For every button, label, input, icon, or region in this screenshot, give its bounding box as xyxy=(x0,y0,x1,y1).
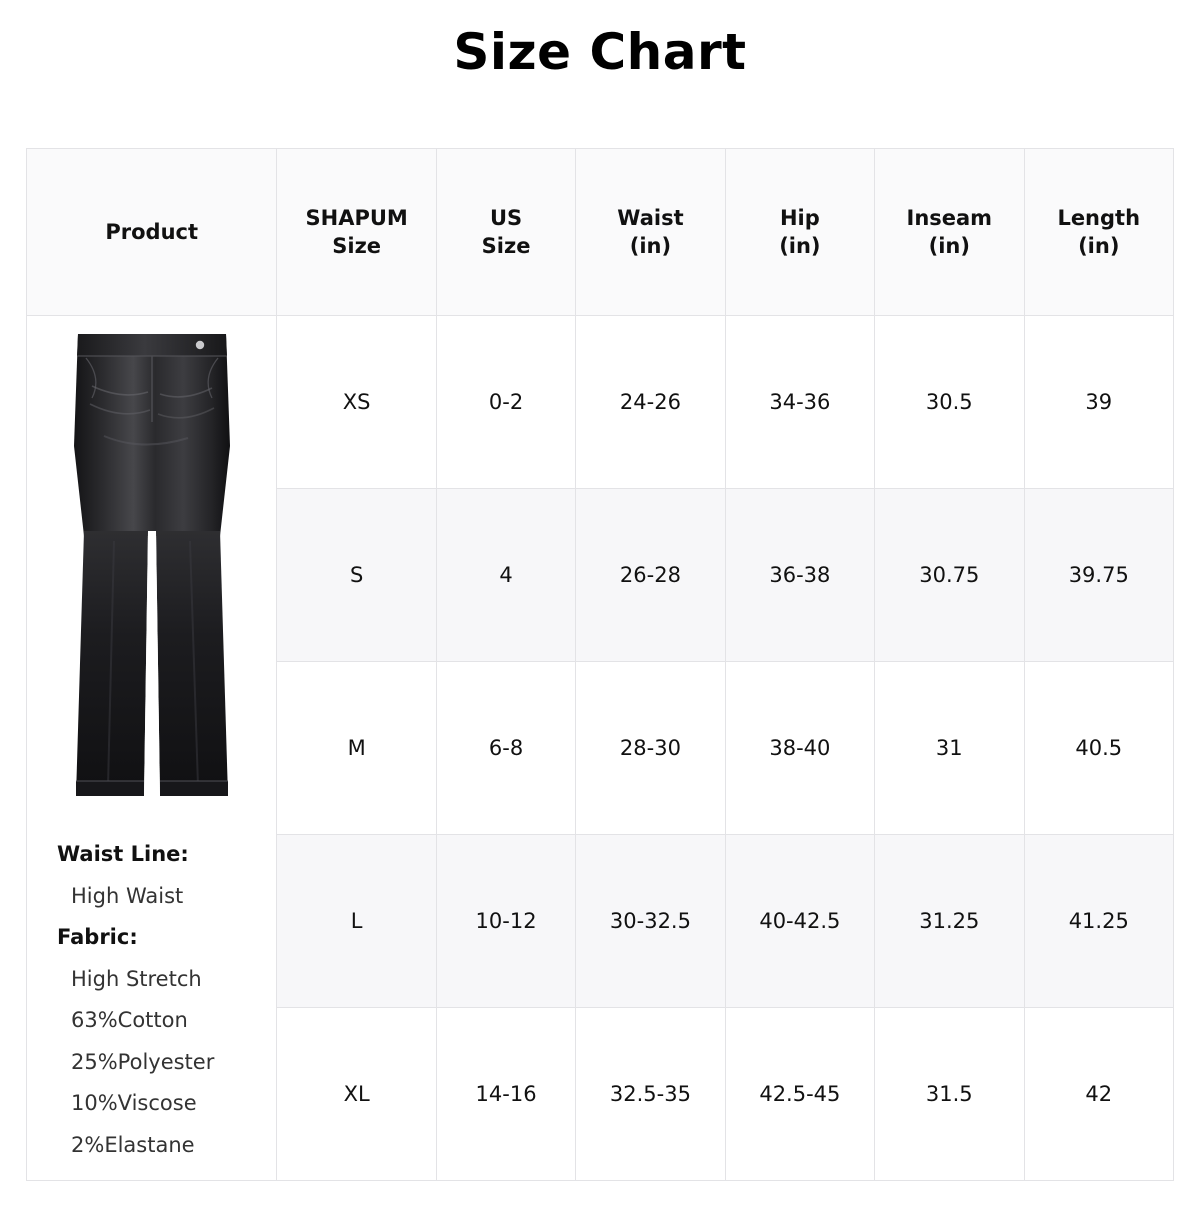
spec-value-polyester: 25%Polyester xyxy=(71,1049,215,1074)
column-header-length-line1: Length xyxy=(1057,205,1141,230)
size-chart-page xyxy=(0,22,1200,1222)
cell-length: 42 xyxy=(1024,1008,1174,1181)
column-header-shapum-size-line2: Size xyxy=(332,234,382,258)
cell-length: 40.5 xyxy=(1024,662,1174,835)
column-header-inseam-line2: (in) xyxy=(928,234,970,258)
spec-value-cotton: 63%Cotton xyxy=(71,1008,188,1033)
cell-inseam: 31.5 xyxy=(875,1008,1024,1181)
cell-waist: 28-30 xyxy=(576,662,725,835)
table-header-row xyxy=(27,149,1174,316)
product-spec-list xyxy=(27,826,276,1167)
size-chart-table xyxy=(26,148,1174,1181)
cell-waist: 26-28 xyxy=(576,489,725,662)
spec-value-viscose: 10%Viscose xyxy=(71,1091,197,1116)
cell-shapum-size: XS xyxy=(277,316,437,489)
page-title: Size Chart xyxy=(453,23,747,81)
table-body xyxy=(27,316,1174,1181)
column-header-length-line2: (in) xyxy=(1078,234,1120,258)
spec-label-fabric: Fabric: xyxy=(57,925,138,950)
cell-us-size: 6-8 xyxy=(436,662,575,835)
cell-waist: 32.5-35 xyxy=(576,1008,725,1181)
cell-hip: 42.5-45 xyxy=(725,1008,874,1181)
cell-length: 41.25 xyxy=(1024,835,1174,1008)
column-header-product xyxy=(27,149,277,316)
cell-hip: 36-38 xyxy=(725,489,874,662)
column-header-us-size-line1: US xyxy=(489,205,523,230)
column-header-waist xyxy=(576,149,725,316)
cell-hip: 34-36 xyxy=(725,316,874,489)
column-header-hip xyxy=(725,149,874,316)
cell-inseam: 31.25 xyxy=(875,835,1024,1008)
cell-waist: 24-26 xyxy=(576,316,725,489)
cell-hip: 40-42.5 xyxy=(725,835,874,1008)
product-inner xyxy=(27,316,276,1180)
column-header-hip-line2: (in) xyxy=(779,234,821,258)
column-header-inseam xyxy=(875,149,1024,316)
product-cell xyxy=(27,316,277,1181)
column-header-inseam-line1: Inseam xyxy=(906,205,993,230)
cell-inseam: 31 xyxy=(875,662,1024,835)
cell-length: 39 xyxy=(1024,316,1174,489)
cell-length: 39.75 xyxy=(1024,489,1174,662)
table-header xyxy=(27,149,1174,316)
cell-shapum-size: S xyxy=(277,489,437,662)
column-header-shapum-size xyxy=(277,149,437,316)
cell-shapum-size: L xyxy=(277,835,437,1008)
cell-shapum-size: M xyxy=(277,662,437,835)
table-row xyxy=(27,316,1174,489)
column-header-product-label: Product xyxy=(105,219,199,244)
cell-inseam: 30.5 xyxy=(875,316,1024,489)
column-header-waist-line1: Waist xyxy=(617,205,684,230)
cell-us-size: 14-16 xyxy=(436,1008,575,1181)
spec-value-high-waist: High Waist xyxy=(71,883,184,908)
column-header-hip-line1: Hip xyxy=(779,205,820,230)
column-header-shapum-size-line1: SHAPUM xyxy=(305,205,408,230)
column-header-length xyxy=(1024,149,1174,316)
column-header-waist-line2: (in) xyxy=(629,234,672,258)
spec-label-waist-line: Waist Line: xyxy=(57,842,189,866)
spec-value-elastane: 2%Elastane xyxy=(71,1133,195,1158)
cell-shapum-size: XL xyxy=(277,1008,437,1181)
column-header-us-size-line2: Size xyxy=(481,234,531,258)
cell-us-size: 0-2 xyxy=(436,316,575,489)
spec-value-high-stretch: High Stretch xyxy=(71,966,202,991)
cell-waist: 30-32.5 xyxy=(576,835,725,1008)
size-chart-table-wrapper xyxy=(26,148,1174,1181)
cell-us-size: 4 xyxy=(436,489,575,662)
cell-hip: 38-40 xyxy=(725,662,874,835)
cell-inseam: 30.75 xyxy=(875,489,1024,662)
cell-us-size: 10-12 xyxy=(436,835,575,1008)
column-header-us-size xyxy=(436,149,575,316)
black-wide-leg-jeans-photo xyxy=(52,326,252,826)
